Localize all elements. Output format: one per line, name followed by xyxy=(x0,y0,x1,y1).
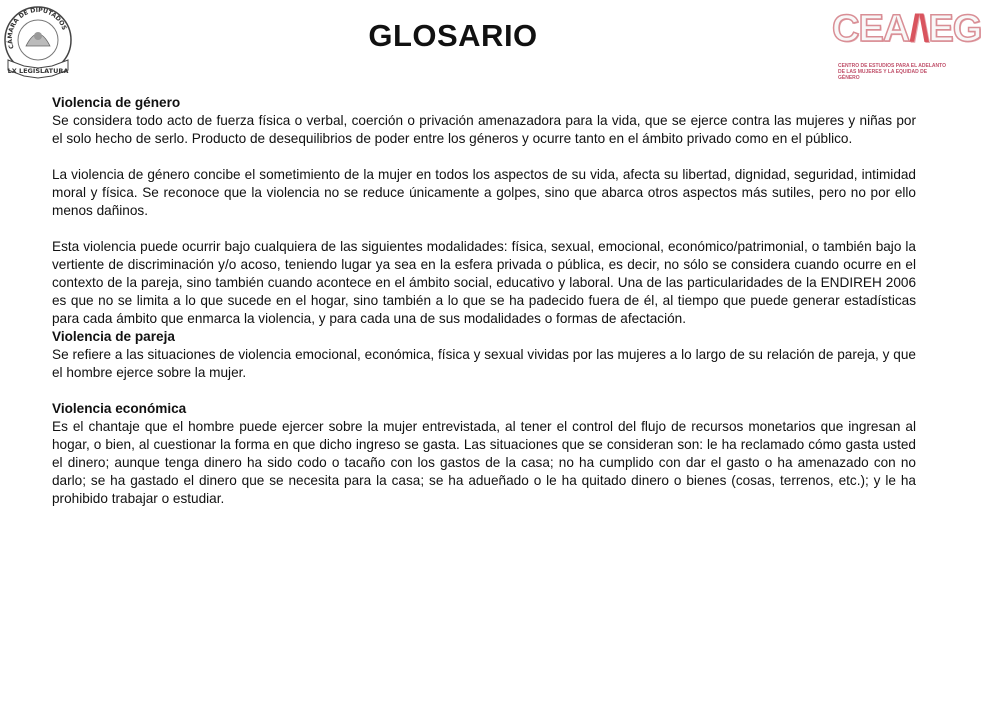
definition-paragraph: Se considera todo acto de fuerza física o verbal, coerción o privación amenazadora para la vida, que se ejerce contra las mujeres y niñas por el solo hecho de serlo. Producto de desequilibrios de poder entre los géneros y ocurre tanto en el ámbito privado como en el público. xyxy=(52,113,916,146)
glossary-content xyxy=(52,94,916,508)
definition-paragraph: Se refiere a las situaciones de violencia emocional, económica, física y sexual vividas por las mujeres a lo largo de su relación de pareja, y que el hombre ejerce sobre la mujer. xyxy=(52,347,916,380)
term-violencia-de-pareja: Violencia de pareja xyxy=(52,329,175,344)
ceameg-logo-wordmark: CEA/\EG xyxy=(832,8,981,50)
svg-text:CÁMARA DE DIPUTADOS: CÁMARA DE DIPUTADOS xyxy=(6,6,68,50)
definition-paragraph: Es el chantaje que el hombre puede ejercer sobre la mujer entrevistada, al tener el control del flujo de recursos monetarios que ingresan al hogar, o bien, al cuestionar la forma en que dicho ingreso se gasta. Las situaciones que se consideran son: le ha reclamado cómo gasta usted el dinero; aunque tenga dinero ha sido codo o tacaño con los gastos de la casa; no ha cumplido con dar el gasto o ha amenazado con no darlo; se ha gastado el dinero que se necesita para la casa; se ha adueñado o le ha quitado dinero o bienes (cosas, terrenos, etc.); y le ha prohibido trabajar o estudiar. xyxy=(52,419,916,506)
definition-paragraph: La violencia de género concibe el sometimiento de la mujer en todos los aspectos de su vida, afecta su libertad, dignidad, seguridad, intimidad moral y física. Se reconoce que la violencia no se reduce únicamente a golpes, sino que abarca otros aspectos más sutiles, pero no por ello menos dañinos. xyxy=(52,167,916,218)
ceameg-logo-subtitle: CENTRO DE ESTUDIOS PARA EL ADELANTO DE LAS MUJERES Y LA EQUIDAD DE GÉNERO xyxy=(838,63,946,81)
page-title: GLOSARIO xyxy=(368,18,538,53)
ceameg-logo xyxy=(832,8,981,81)
term-violencia-economica: Violencia económica xyxy=(52,401,187,416)
svg-text:LX LEGISLATURA: LX LEGISLATURA xyxy=(7,67,69,75)
definition-paragraph: Esta violencia puede ocurrir bajo cualquiera de las siguientes modalidades: física, sexual, emocional, económico/patrimonial, o también bajo la vertiente de discriminación y/o acoso, teniendo lugar ya sea en la esfera privada o pública, es decir, no sólo se considera cuando ocurre en el contexto de la pareja, sino también cuando acontece en el ámbito social, educativo y laboral. Una de las particularidades de la ENDIREH 2006 es que no se limita a lo que sucede en el hogar, sino también a lo que se ha padecido fuera de él, al tiempo que puede generar estadísticas para cada ámbito que enmarca la violencia, y para cada una de sus modalidades o formas de afectación. xyxy=(52,239,916,326)
term-violencia-de-genero: Violencia de género xyxy=(52,95,181,110)
